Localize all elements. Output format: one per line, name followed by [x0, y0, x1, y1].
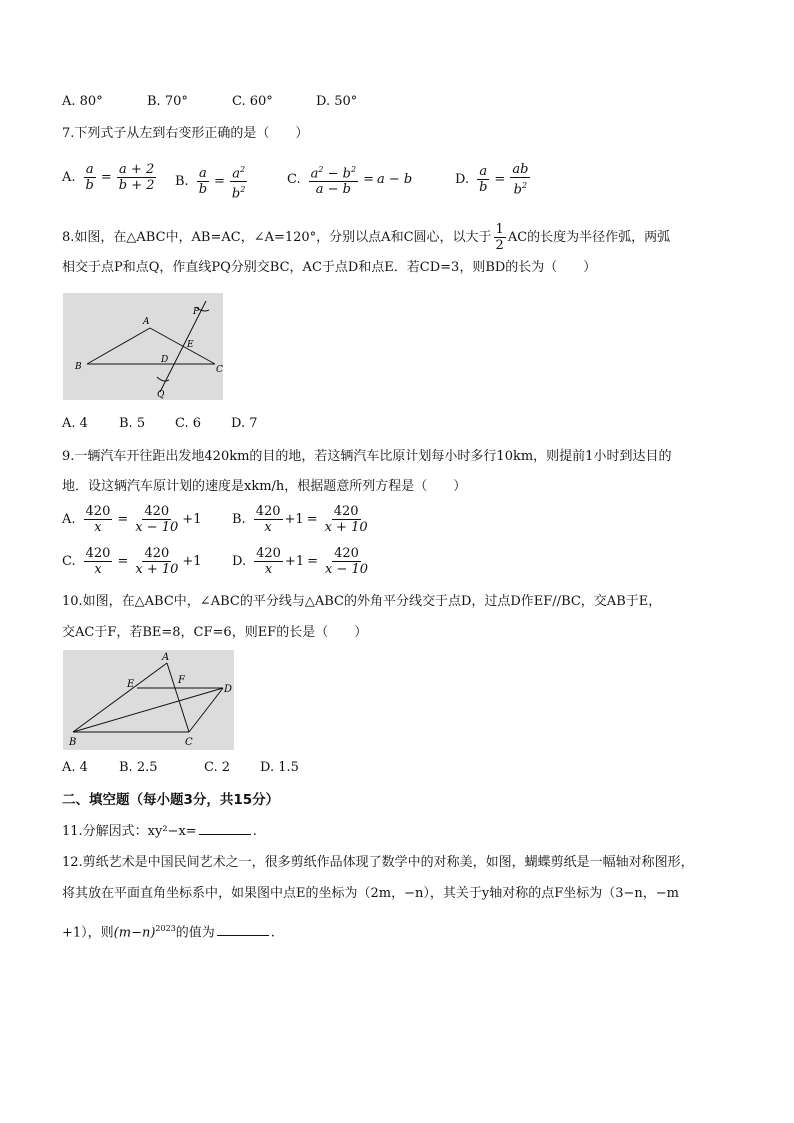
q11-line: 11.分解因式：xy²−x= .	[62, 824, 257, 839]
q8-label-q: Q	[157, 390, 165, 400]
q8-option-c: C. 6	[175, 416, 202, 431]
q8-option-b: B. 5	[119, 416, 146, 431]
q10-label-f: F	[178, 675, 185, 686]
q7-a-label: A.	[62, 170, 76, 185]
q12-stem-line3: +1），则$(m-n)^{2023}$的值为 .	[62, 924, 275, 941]
q10-option-c: C. 2	[204, 760, 231, 775]
q12-stem-line2: 将其放在平面直角坐标系中，如果图中点E的坐标为（2m，−n），其关于y轴对称的点F坐标为（3−n，−m	[62, 886, 679, 901]
q9-option-b: B. $\frac{420}{x}$ +1 = $\frac{420}{x + 10}$	[232, 504, 368, 535]
q8-figure	[63, 293, 223, 400]
q7-b-label: B.	[175, 174, 189, 190]
q8-label-e: E	[187, 340, 194, 350]
q10-option-b: B. 2.5	[119, 760, 158, 775]
q9-option-c: C. $\frac{420}{x}$ = $\frac{420}{x + 10}$ +1	[62, 546, 202, 577]
q8-label-p: P	[193, 307, 200, 317]
q7-option-a: A. $\frac{a}{b}$ = $\frac{a + 2}{b + 2}$	[62, 162, 155, 193]
q10-label-c: C	[185, 737, 193, 748]
q7-option-c: C. $\frac{a^2 - b^2}{a - b}$ = a − b	[287, 162, 412, 197]
q7-stem: 7.下列式子从左到右变形正确的是（ ）	[62, 126, 309, 141]
q9-option-a: A. $\frac{420}{x}$ = $\frac{420}{x - 10}$ +1	[62, 504, 202, 535]
q8-label-a: A	[143, 317, 150, 327]
section-2-title: 二、填空题（每小题3分，共15分）	[62, 792, 280, 808]
q8-label-d: D	[161, 355, 169, 365]
q10-label-a: A	[162, 652, 170, 663]
q12-answer-blank[interactable]	[217, 923, 269, 936]
q10-label-e: E	[127, 679, 135, 690]
q10-option-d: D. 1.5	[260, 760, 299, 775]
q10-stem-line1: 10.如图，在△ABC中，∠ABC的平分线与△ABC的外角平分线交于点D，过点D作EF//BC，交AB于E，	[62, 594, 662, 609]
q9-stem-line2: 地．设这辆汽车原计划的速度是xkm/h，根据题意所列方程是（ ）	[62, 479, 467, 494]
q10-label-d: D	[224, 684, 233, 695]
q12-stem-line1: 12.剪纸艺术是中国民间艺术之一，很多剪纸作品体现了数学中的对称美，如图，蝴蝶剪纸是一幅轴对称图形，	[62, 855, 694, 870]
q6-option-b: B. 70°	[147, 94, 188, 109]
q11-answer-blank[interactable]	[199, 822, 251, 835]
q10-label-b: B	[69, 737, 77, 748]
q10-figure	[63, 650, 234, 750]
q7-option-d: D. $\frac{a}{b}$ = $\frac{ab}{b^2}$	[455, 162, 529, 198]
half-fraction: $\frac{1}{2}$	[495, 222, 504, 253]
q9-stem-line1: 9.一辆汽车开往距出发地420km的目的地，若这辆汽车比原计划每小时多行10km，则提前1小时到达目的	[62, 449, 672, 464]
q10-option-a: A. 4	[62, 760, 88, 775]
q8-stem-line1: 8.如图，在△ABC中，AB=AC，∠A=120°，分别以点A和C圆心，以大于 $\frac{1}{2}$ AC的长度为半径作弧，两弧	[62, 222, 671, 253]
q8-stem-line2: 相交于点P和点Q，作直线PQ分别交BC，AC于点D和点E．若CD=3，则BD的长为（ ）	[62, 260, 597, 275]
q11-stem: 11.分解因式：xy²−x=	[62, 824, 197, 839]
q8-label-b: B	[75, 362, 82, 372]
q7-option-b: B. $\frac{a}{b}$ = $\frac{a^2}{b^2}$	[175, 162, 249, 202]
q6-option-a: A. 80°	[62, 94, 103, 109]
q7-c-label: C.	[287, 172, 301, 188]
q9-option-d: D. $\frac{420}{x}$ +1 = $\frac{420}{x - 10}$	[232, 546, 369, 577]
q10-stem-line2: 交AC于F，若BE=8，CF=6，则EF的长是（ ）	[62, 625, 368, 640]
q8-option-d: D. 7	[231, 416, 258, 431]
q6-option-c: C. 60°	[232, 94, 273, 109]
q7-d-label: D.	[455, 172, 470, 188]
q6-option-d: D. 50°	[316, 94, 358, 109]
q8-label-c: C	[216, 365, 223, 375]
q8-option-a: A. 4	[62, 416, 88, 431]
